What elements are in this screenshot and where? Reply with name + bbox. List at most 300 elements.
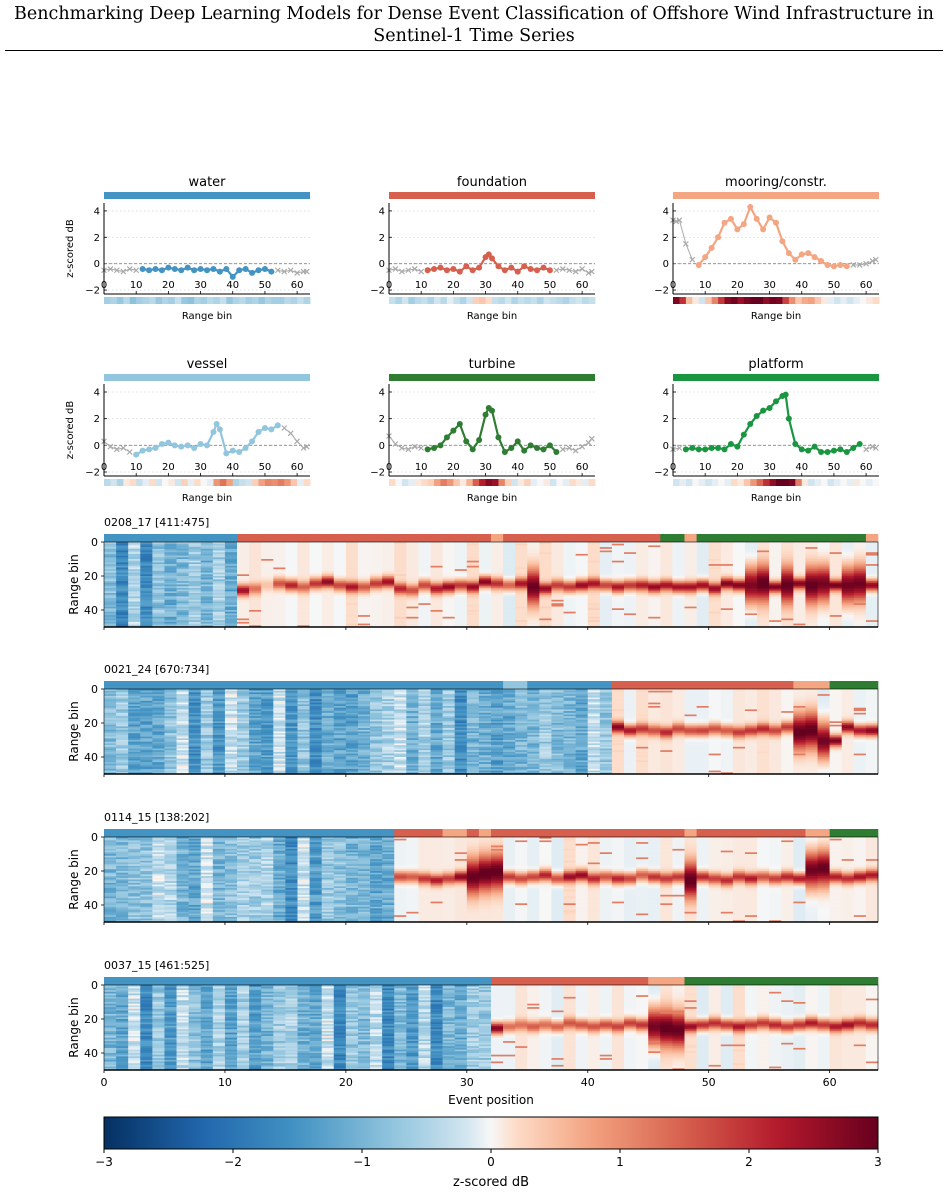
strip-cell (207, 297, 214, 304)
heatmap-title: 0021_24 [670:734] (104, 663, 210, 676)
event-point (483, 412, 489, 418)
event-point (425, 446, 431, 452)
strip-cell (498, 297, 505, 304)
strip-cell (821, 479, 828, 486)
outside-point (580, 444, 585, 449)
strip-cell (524, 297, 531, 304)
strip-cell (271, 479, 278, 486)
strip-cell (201, 479, 208, 486)
x-tick-label: 60 (859, 280, 873, 291)
strip-cell (252, 297, 259, 304)
strip-cell (284, 297, 291, 304)
class-color-bar (673, 192, 879, 199)
event-point (722, 446, 728, 452)
strip-cell (389, 479, 396, 486)
event-point (521, 448, 527, 454)
event-point (541, 446, 547, 452)
event-point (159, 267, 165, 273)
strip-cell (162, 479, 169, 486)
event-point (805, 448, 811, 454)
event-point (178, 444, 184, 450)
strip-cell (233, 297, 240, 304)
x-tick-label: 20 (447, 462, 460, 473)
strip-cell (847, 479, 854, 486)
event-profile-line (686, 395, 860, 452)
strip-cell (789, 297, 796, 304)
strip-cell (763, 297, 770, 304)
panel-title: water (188, 175, 226, 190)
event-point (191, 267, 197, 273)
event-point (268, 269, 274, 275)
strip-cell (304, 297, 311, 304)
strip-cell (679, 479, 686, 486)
profile-panel-water (65, 175, 310, 322)
event-point (515, 269, 521, 275)
strip-cell (149, 479, 156, 486)
strip-cell (226, 297, 233, 304)
strip-cell (550, 479, 557, 486)
strip-cell (744, 297, 751, 304)
event-point (760, 408, 766, 414)
strip-cell (117, 297, 124, 304)
strip-cell (297, 297, 304, 304)
event-point (553, 449, 559, 455)
strip-cell (168, 297, 175, 304)
strip-cell (453, 297, 460, 304)
event-point (741, 432, 747, 438)
event-point (754, 413, 760, 419)
strip-cell (853, 479, 860, 486)
event-point (773, 398, 779, 404)
strip-cell (473, 297, 480, 304)
event-point (702, 446, 708, 452)
strip-cell (705, 297, 712, 304)
strip-cell (828, 297, 835, 304)
outside-point (295, 439, 300, 444)
strip-cell (104, 297, 111, 304)
strip-cell (511, 297, 518, 304)
strip-cell (213, 297, 220, 304)
y-tick-label: 2 (662, 414, 669, 426)
event-point (217, 269, 223, 275)
x-tick-label: 20 (731, 280, 744, 291)
event-point (521, 263, 527, 269)
strip-cell (304, 479, 311, 486)
label-bar-segment-water (527, 681, 612, 689)
strip-cell (725, 479, 732, 486)
strip-cell (576, 297, 583, 304)
event-point (204, 442, 210, 448)
strip-cell (130, 297, 137, 304)
event-point (534, 445, 540, 451)
event-point (799, 251, 805, 257)
event-point (463, 438, 469, 444)
strip-cell (712, 297, 719, 304)
strip-cell (531, 297, 538, 304)
strip-cell (699, 297, 706, 304)
event-point (722, 220, 728, 226)
event-point (450, 428, 456, 434)
paper-title: Benchmarking Deep Learning Models for Dense Event Classification of Offshore Wind Infrastructure in Sentinel-1 Time Series (14, 4, 934, 46)
strip-cell (156, 297, 163, 304)
y-tick-label: 2 (378, 414, 385, 426)
strip-cell (757, 479, 764, 486)
strip-cell (291, 297, 298, 304)
event-point (431, 266, 437, 272)
event-point (210, 266, 216, 272)
strip-cell (415, 479, 422, 486)
event-point (198, 266, 204, 272)
x-tick-label: 0 (100, 280, 108, 291)
strip-cell (731, 479, 738, 486)
strip-cell (744, 479, 751, 486)
strip-cell (569, 297, 576, 304)
event-point (489, 408, 495, 414)
class-color-bar (673, 374, 879, 381)
x-tick-label: 40 (226, 462, 240, 473)
event-point (256, 267, 262, 273)
x-tick-label: 50 (543, 280, 557, 291)
event-point (159, 441, 165, 447)
event-point (214, 421, 220, 427)
event-point (146, 446, 152, 452)
event-point (689, 445, 695, 451)
strip-cell (808, 479, 815, 486)
strip-cell (808, 297, 815, 304)
strip-cell (834, 479, 841, 486)
y-tick-label: 20 (84, 570, 98, 583)
event-point (779, 238, 785, 244)
label-bar-segment-mooring (685, 534, 697, 542)
strip-cell (873, 479, 880, 486)
strip-cell (847, 297, 854, 304)
label-bar-segment-water (104, 534, 237, 542)
outside-point (419, 269, 424, 274)
y-tick-label: 0 (378, 259, 385, 271)
strip-cell (589, 479, 596, 486)
event-point (799, 446, 805, 452)
event-point (786, 250, 792, 256)
event-point (223, 266, 229, 272)
label-bar-segment-mooring (866, 534, 878, 542)
label-bar-segment-foundation (612, 681, 794, 689)
strip-cell (795, 479, 802, 486)
x-tick-label: 60 (575, 462, 589, 473)
strip-cell (428, 479, 435, 486)
outside-point (864, 447, 869, 452)
strip-cell (239, 479, 246, 486)
event-point (528, 266, 534, 272)
strip-cell (259, 297, 266, 304)
strip-cell (265, 479, 272, 486)
strip-cell (473, 479, 480, 486)
strip-cell (434, 479, 441, 486)
y-axis-label: z-scored dB (65, 219, 76, 278)
strip-cell (136, 297, 143, 304)
strip-cell (207, 479, 214, 486)
strip-cell (718, 297, 725, 304)
event-point (547, 442, 553, 448)
strip-cell (789, 479, 796, 486)
x-tick-label: 0 (385, 280, 393, 291)
event-point (425, 267, 431, 273)
strip-cell (408, 479, 415, 486)
x-tick-label: 40 (795, 462, 809, 473)
strip-cell (453, 479, 460, 486)
event-point (812, 444, 818, 450)
heatmap-panel-1 (67, 516, 878, 630)
event-point (457, 269, 463, 275)
event-point (825, 449, 831, 455)
event-point (178, 267, 184, 273)
strip-cell (692, 479, 699, 486)
heatmap-title: 0208_17 [411:475] (104, 516, 210, 529)
x-tick-label: 0 (669, 280, 677, 291)
x-tick-label: 50 (543, 462, 557, 473)
event-point (508, 445, 514, 451)
y-tick-label: −2 (370, 285, 385, 297)
outside-point (127, 450, 132, 455)
y-tick-label: 4 (662, 387, 669, 399)
strip-cell (466, 479, 473, 486)
strip-cell (763, 479, 770, 486)
strip-cell (415, 297, 422, 304)
label-bar-segment-foundation (237, 534, 491, 542)
strip-cell (589, 297, 596, 304)
strip-cell (757, 297, 764, 304)
event-point (709, 445, 715, 451)
strip-cell (130, 479, 137, 486)
event-point (850, 445, 856, 451)
event-point (217, 426, 223, 432)
strip-cell (284, 479, 291, 486)
strip-cell (705, 479, 712, 486)
label-bar-segment-turbine (830, 681, 879, 689)
strip-cell (421, 297, 428, 304)
strip-cell (576, 479, 583, 486)
event-point (747, 204, 753, 210)
event-point (470, 446, 476, 452)
strip-cell (149, 297, 156, 304)
strip-cell (428, 297, 435, 304)
heatmap-panel-2 (67, 663, 878, 777)
event-point (760, 226, 766, 232)
strip-cell (712, 479, 719, 486)
x-tick-label: 50 (827, 280, 841, 291)
strip-cell (537, 297, 544, 304)
x-tick-label: 60 (859, 462, 873, 473)
strip-cell (544, 297, 551, 304)
y-tick-label: 0 (93, 440, 100, 452)
y-tick-label: −2 (654, 467, 669, 479)
strip-cell (181, 479, 188, 486)
strip-cell (291, 479, 298, 486)
strip-cell (460, 479, 467, 486)
x-tick-label: 50 (258, 280, 272, 291)
event-point (230, 274, 236, 280)
label-bar-segment-turbine (697, 534, 867, 542)
strip-cell (834, 297, 841, 304)
event-point (230, 448, 236, 454)
panel-title: foundation (456, 175, 528, 190)
y-tick-label: 0 (662, 440, 669, 452)
strip-cell (466, 297, 473, 304)
strip-cell (265, 297, 272, 304)
strip-cell (511, 479, 518, 486)
event-point (438, 265, 444, 271)
event-point (153, 266, 159, 272)
strip-cell (175, 297, 182, 304)
outside-point (288, 431, 293, 436)
event-point (140, 448, 146, 454)
strip-cell (731, 297, 738, 304)
strip-cell (750, 297, 757, 304)
strip-cell (246, 297, 253, 304)
event-point (715, 234, 721, 240)
strip-cell (389, 297, 396, 304)
event-point (534, 267, 540, 273)
strip-cell (486, 479, 493, 486)
event-point (502, 267, 508, 273)
event-point (476, 437, 482, 443)
x-tick-label: 60 (290, 462, 304, 473)
strip-cell (168, 479, 175, 486)
strip-cell (271, 297, 278, 304)
event-point (541, 265, 547, 271)
label-bar-segment-mooring (793, 681, 830, 689)
strip-cell (194, 297, 201, 304)
strip-cell (194, 479, 201, 486)
strip-cell (181, 297, 188, 304)
strip-cell (421, 479, 428, 486)
event-point (191, 445, 197, 451)
strip-cell (486, 297, 493, 304)
x-tick-label: 10 (129, 280, 143, 291)
x-tick-label: 20 (162, 280, 175, 291)
event-point (172, 266, 178, 272)
event-point (747, 421, 753, 427)
y-tick-label: 0 (662, 259, 669, 271)
label-bar-segment-foundation (503, 534, 661, 542)
x-tick-label: 0 (669, 462, 677, 473)
x-tick-label: 20 (447, 280, 460, 291)
strip-cell (110, 297, 117, 304)
label-bar-segment-vessel (503, 681, 527, 689)
y-tick-label: −2 (654, 285, 669, 297)
strip-cell (828, 479, 835, 486)
event-point (185, 442, 191, 448)
strip-cell (550, 297, 557, 304)
event-point (476, 265, 482, 271)
class-color-bar (389, 374, 595, 381)
strip-cell (143, 479, 150, 486)
strip-cell (479, 479, 486, 486)
outside-point (108, 444, 113, 449)
event-point (249, 270, 255, 276)
strip-cell (518, 297, 525, 304)
strip-cell (686, 479, 693, 486)
strip-cell (395, 297, 402, 304)
strip-cell (686, 297, 693, 304)
strip-cell (447, 297, 454, 304)
event-point (715, 445, 721, 451)
strip-cell (259, 479, 266, 486)
strip-cell (770, 297, 777, 304)
event-point (262, 266, 268, 272)
y-tick-label: 40 (84, 604, 98, 617)
event-point (508, 265, 514, 271)
strip-cell (201, 297, 208, 304)
x-tick-label: 10 (698, 462, 712, 473)
x-axis-label: Range bin (181, 311, 233, 322)
class-color-bar (389, 192, 595, 199)
event-point (702, 254, 708, 260)
strip-cell (518, 479, 525, 486)
strip-cell (815, 297, 822, 304)
event-point (741, 221, 747, 227)
event-point (767, 215, 773, 221)
strip-cell (531, 479, 538, 486)
x-tick-label: 60 (575, 280, 589, 291)
strip-cell (718, 479, 725, 486)
event-point (431, 445, 437, 451)
event-point (438, 442, 444, 448)
x-tick-label: 10 (698, 280, 712, 291)
y-axis-label: z-scored dB (65, 400, 76, 460)
strip-cell (556, 297, 563, 304)
outside-point (589, 436, 594, 441)
strip-cell (544, 479, 551, 486)
strip-cell (853, 297, 860, 304)
x-tick-label: 30 (763, 280, 776, 291)
strip-cell (860, 297, 867, 304)
strip-cell (776, 479, 783, 486)
x-tick-label: 10 (414, 280, 428, 291)
strip-cell (395, 479, 402, 486)
event-point (805, 250, 811, 256)
strip-cell (873, 297, 880, 304)
strip-cell (123, 479, 130, 486)
event-point (172, 442, 178, 448)
y-tick-label: −2 (85, 467, 100, 479)
outside-profile-line (673, 220, 692, 260)
event-point (210, 429, 216, 435)
x-tick-label: 20 (162, 462, 175, 473)
profile-panel-mooring-constr- (654, 175, 879, 322)
strip-cell (402, 479, 409, 486)
strip-cell (840, 479, 847, 486)
profile-panel-platform (654, 357, 879, 504)
event-point (502, 449, 508, 455)
event-point (709, 245, 715, 251)
x-tick-label: 40 (795, 280, 809, 291)
event-point (489, 255, 495, 261)
x-tick-label: 30 (194, 462, 207, 473)
strip-cell (737, 479, 744, 486)
strip-cell (479, 297, 486, 304)
strip-cell (725, 297, 732, 304)
event-point (734, 444, 740, 450)
strip-cell (692, 297, 699, 304)
strip-cell (556, 479, 563, 486)
strip-cell (233, 479, 240, 486)
event-point (495, 434, 501, 440)
x-tick-label: 30 (479, 462, 492, 473)
event-point (515, 438, 521, 444)
event-point (444, 434, 450, 440)
strip-cell (782, 479, 789, 486)
strip-cell (213, 479, 220, 486)
